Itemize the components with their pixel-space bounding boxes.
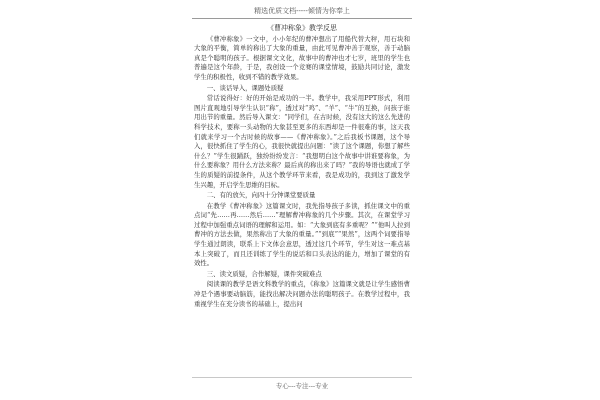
footer-divider <box>192 377 412 378</box>
header-divider <box>192 18 412 19</box>
section-paragraph-3: 阅读课的教学是语文科教学的重点，《称象》这篇课文就是让学生感悟曹冲是个遇事要动脑筋，能找出解决问题办法的聪明孩子。在教学过程中，我重视学生在充分读书的基础上，提出问 <box>194 280 410 308</box>
section-heading-3: 三、读文质疑，合作解疑，课件突破难点 <box>206 269 322 278</box>
section-heading-2: 二、有的放矢，向四十分钟课堂要质量 <box>206 191 316 200</box>
document-title: 《曹冲称象》教学反思 <box>267 24 337 32</box>
page-footer: 专心---专注---专业 <box>275 382 329 390</box>
section-paragraph-2: 在教学《曹冲称象》这篇课文时，我先指导孩子多读，抓住课文中的重点词“先……再……然后……”理解曹冲称象的几个步骤。其次，在课堂学习过程中加强重点词语的理解和运用。如：“大象到底有多重呢？”“他叫人拉到曹冲的方法去做，果然称出了大象的重量。”“到底”“果然”，这两个词要指导学生通过朗读，联系上下文体会意思，透过这几个环节，学生对这一难点基本上突破了，而且还训练了学生的说话和口头表达的能力，增加了课堂的有效性。 <box>194 201 410 268</box>
section-paragraph-1: 常话说得好：好的开始是成功的一半。教学中，我采用PPT形式，利用图片直观地引导学生认识“称”，透过对“鸡”、“羊”、“牛”的互换，问孩子谁用出节的重量。然后导入课文：“同学们，在古时候，没有这大的这么先进的科学技术，要称一头动物的大象甚至更多的东西却是一件很难的事，这天我们就来学习一个古时候的故事——《曹冲称象》。”之后我板书课题，这个导入，很快抓住了学生的心，我很快就提出问题：“读了这个课题，你想了解些什么？”学生很踊跃，独纷纷纷发言：“我想明白这个故事中讲谁要称象，为什么要称象？用什么方法来称？最后真的称出来了吗？”我的导语也就成了学生的质疑的前提条件，从这个教学环节来看，我是成功的，我到这了激发学生兴趣，开启学生思维的目标。 <box>194 94 410 189</box>
page-header: 精选优质文档-----倾情为你奉上 <box>254 7 350 15</box>
intro-paragraph: 《曹冲称象》一文中，小小年纪的曹冲想出了用船代替大秤，用石块和大象的平衡，简单的称出了大象的重量，由此可见曹冲善于观察，善于动脑真是个聪明的孩子。根据课文文化，故事中的曹冲也才七岁，班里的学生也普遍是这个年龄，于是，我创设一个竞赛的课堂情境，鼓励共同讨论，激发学生的积极性，收到不错的教学效果。 <box>194 34 410 81</box>
document-body <box>194 24 410 309</box>
document-page <box>186 0 418 400</box>
section-heading-1: 一、谈话导入，课题处质疑 <box>206 83 284 92</box>
